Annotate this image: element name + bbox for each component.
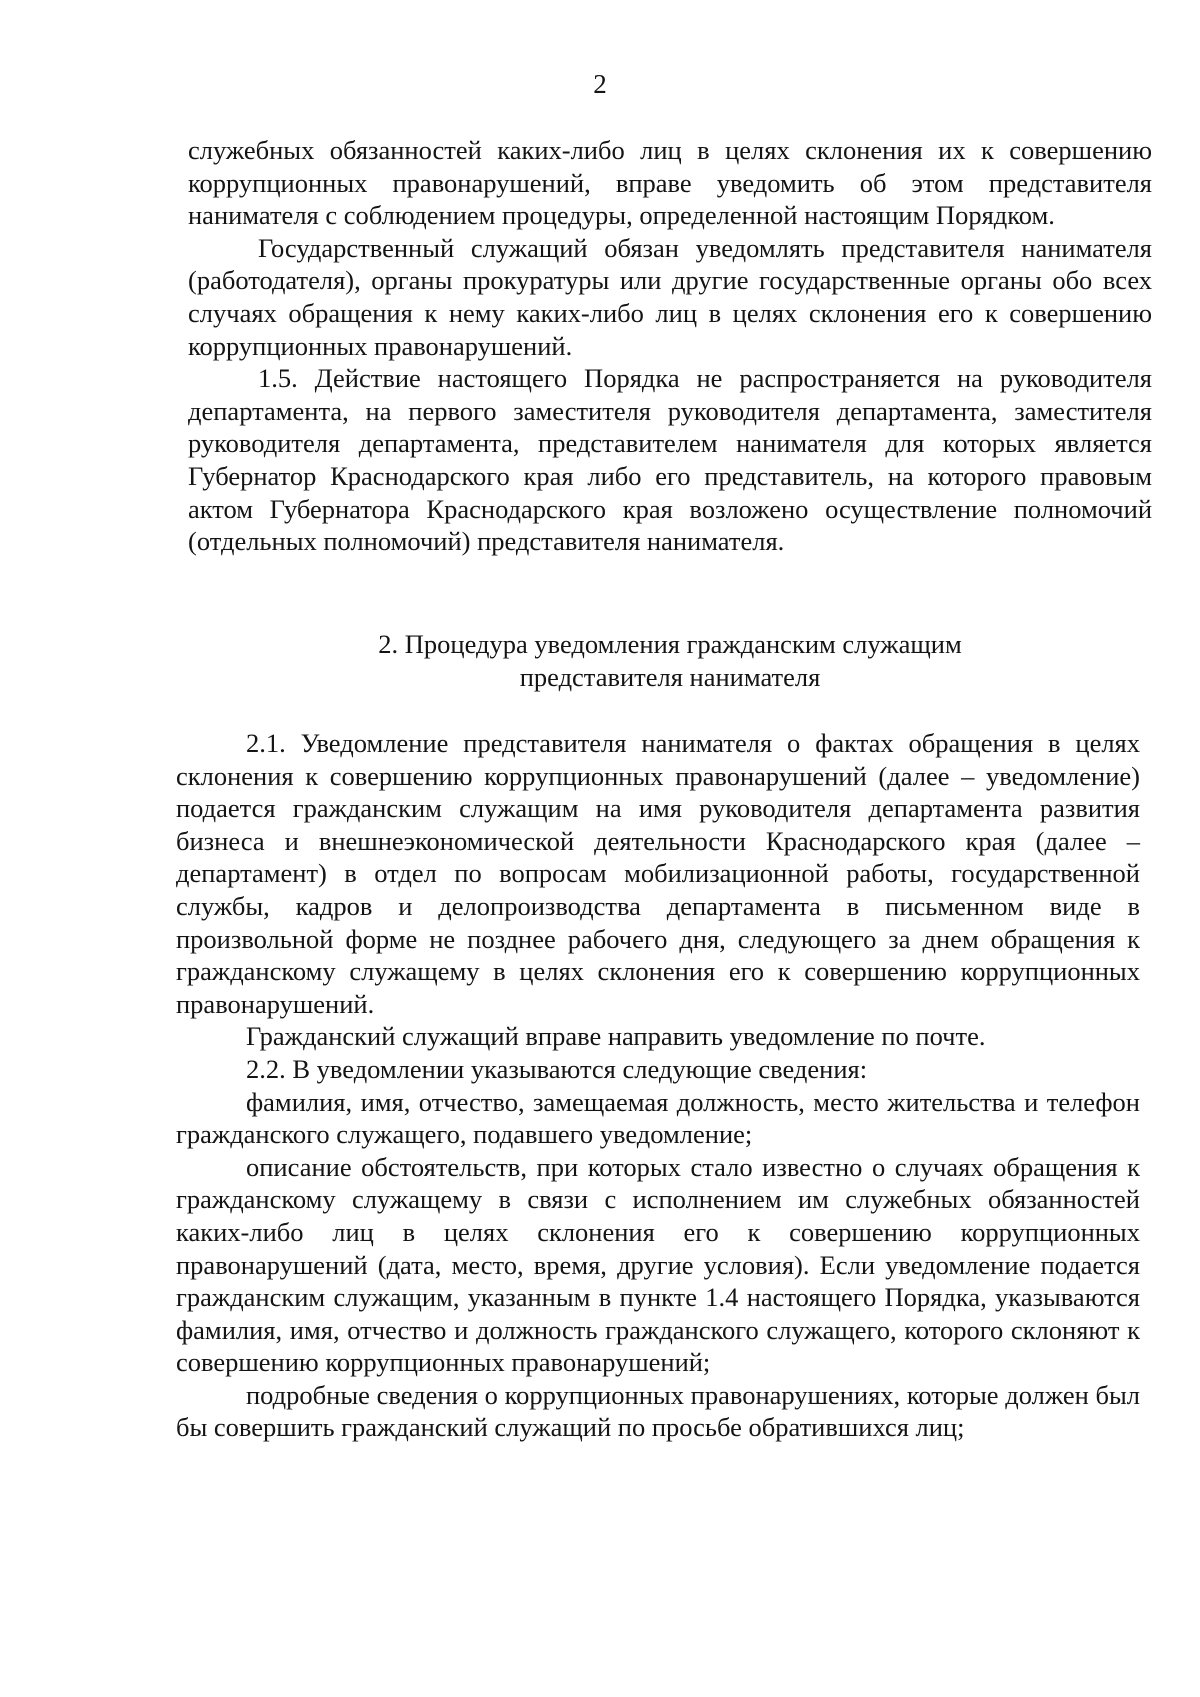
- list-item-personal-data: фамилия, имя, отчество, замещаемая должность, место жительства и телефон гражданского служащего, подавшего уведомление;: [176, 1086, 1140, 1150]
- list-item-violation-details: подробные сведения о коррупционных правонарушениях, которые должен был бы совершить гражданский служащий по просьбе обратившихся лиц;: [176, 1379, 1140, 1443]
- paragraph-mail-notice: Гражданский служащий вправе направить уведомление по почте.: [246, 1021, 986, 1052]
- section1-continuation: [188, 134, 1152, 558]
- page-number: 2: [593, 69, 607, 99]
- section2-heading-line1: 2. Процедура уведомления гражданским служащим: [378, 629, 962, 659]
- list-item-circumstances: описание обстоятельств, при которых стало известно о случаях обращения к гражданскому служащему в связи с исполнением им служебных обязанностей каких-либо лиц в целях склонения его к совершению коррупционных правонарушений (дата, место, время, другие условия). Если уведомление подается гражданским служащим, указанным в пункте 1.4 настоящего Порядка, указываются фамилия, имя, отчество и должность гражданского служащего, которого склоняют к совершению коррупционных правонарушений;: [176, 1151, 1140, 1378]
- paragraph-clause-2-2: 2.2. В уведомлении указываются следующие сведения:: [246, 1053, 868, 1084]
- paragraph-civil-servant-obligation: Государственный служащий обязан уведомлять представителя нанимателя (работодателя), органы прокуратуры или другие государственные органы обо всех случаях обращения к нему каких-либо лиц в целях склонения его к совершению коррупционных правонарушений.: [188, 232, 1152, 361]
- section2-heading-line2: представителя нанимателя: [519, 662, 821, 692]
- section2-body: [176, 727, 1140, 1444]
- paragraph-clause-1-5: 1.5. Действие настоящего Порядка не распространяется на руководителя департамента, на первого заместителя руководителя департамента, заместителя руководителя департамента, представителем нанимателя для которых является Губернатор Краснодарского края либо его представитель, на которого правовым актом Губернатора Краснодарского края возложено осуществление полномочий (отдельных полномочий) представителя нанимателя.: [188, 363, 1152, 557]
- paragraph-clause-2-1: 2.1. Уведомление представителя нанимателя о фактах обращения в целях склонения к совершению коррупционных правонарушений (далее – уведомление) подается гражданским служащим на имя руководителя департамента развития бизнеса и внешнеэкономической деятельности Краснодарского края (далее – департамент) в отдел по вопросам мобилизационной работы, государственной службы, кадров и делопроизводства департамента в письменном виде в произвольной форме не позднее рабочего дня, следующего за днем обращения к гражданскому служащему в целях склонения его к совершению коррупционных правонарушений.: [176, 728, 1140, 1019]
- paragraph-continuation: служебных обязанностей каких-либо лиц в целях склонения их к совершению коррупционных правонарушений, вправе уведомить об этом представителя нанимателя с соблюдением процедуры, определенной настоящим Порядком.: [188, 135, 1152, 231]
- section2-heading: [188, 628, 1152, 694]
